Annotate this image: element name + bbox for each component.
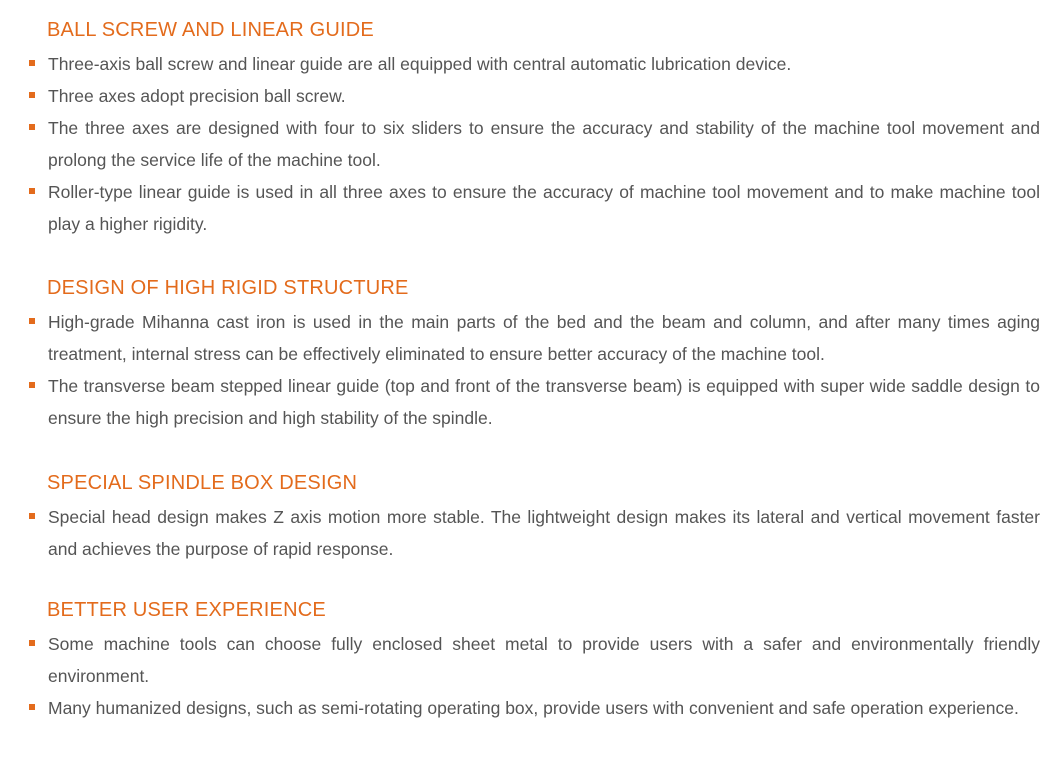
list-item-text: The three axes are designed with four to six sliders to ensure the accuracy and stability of the machine tool movement and prolong the service life of the machine tool. <box>48 118 1040 170</box>
list-item <box>0 176 1040 240</box>
list-item <box>0 501 1040 565</box>
square-bullet-icon <box>29 318 35 324</box>
list-item-text: Three-axis ball screw and linear guide are all equipped with central automatic lubrication device. <box>48 54 792 74</box>
section-heading: BETTER USER EXPERIENCE <box>47 599 326 621</box>
square-bullet-icon <box>29 704 35 710</box>
square-bullet-icon <box>29 60 35 66</box>
list-item <box>0 112 1040 176</box>
list-item-text: The transverse beam stepped linear guide (top and front of the transverse beam) is equipped with super wide saddle design to ensure the high precision and high stability of the spindle. <box>48 376 1040 428</box>
section-heading: DESIGN OF HIGH RIGID STRUCTURE <box>47 277 409 299</box>
list-item <box>0 80 1040 112</box>
bullet-list <box>0 48 1040 240</box>
list-item <box>0 628 1040 692</box>
section-high-rigid-structure <box>0 276 1040 434</box>
square-bullet-icon <box>29 188 35 194</box>
list-item <box>0 370 1040 434</box>
list-item <box>0 692 1040 724</box>
bullet-list <box>0 306 1040 434</box>
list-item-text: High-grade Mihanna cast iron is used in the main parts of the bed and the beam and column, and after many times aging treatment, internal stress can be effectively eliminated to ensure better accuracy of the machine tool. <box>48 312 1040 364</box>
section-user-experience <box>0 598 1040 724</box>
square-bullet-icon <box>29 382 35 388</box>
square-bullet-icon <box>29 124 35 130</box>
section-spindle-box <box>0 471 1040 565</box>
section-heading: SPECIAL SPINDLE BOX DESIGN <box>47 472 358 494</box>
list-item-text: Three axes adopt precision ball screw. <box>48 86 346 106</box>
square-bullet-icon <box>29 92 35 98</box>
list-item-text: Special head design makes Z axis motion more stable. The lightweight design makes its lateral and vertical movement faster and achieves the purpose of rapid response. <box>48 507 1040 559</box>
square-bullet-icon <box>29 640 35 646</box>
bullet-list <box>0 628 1040 724</box>
square-bullet-icon <box>29 513 35 519</box>
bullet-list <box>0 501 1040 565</box>
list-item <box>0 306 1040 370</box>
list-item <box>0 48 1040 80</box>
section-ball-screw <box>0 18 1040 240</box>
list-item-text: Some machine tools can choose fully enclosed sheet metal to provide users with a safer and environmentally friendly environment. <box>48 634 1040 686</box>
list-item-text: Many humanized designs, such as semi-rotating operating box, provide users with convenient and safe operation experience. <box>48 698 1019 718</box>
section-heading: BALL SCREW AND LINEAR GUIDE <box>47 19 374 41</box>
list-item-text: Roller-type linear guide is used in all three axes to ensure the accuracy of machine tool movement and to make machine tool play a higher rigidity. <box>48 182 1040 234</box>
